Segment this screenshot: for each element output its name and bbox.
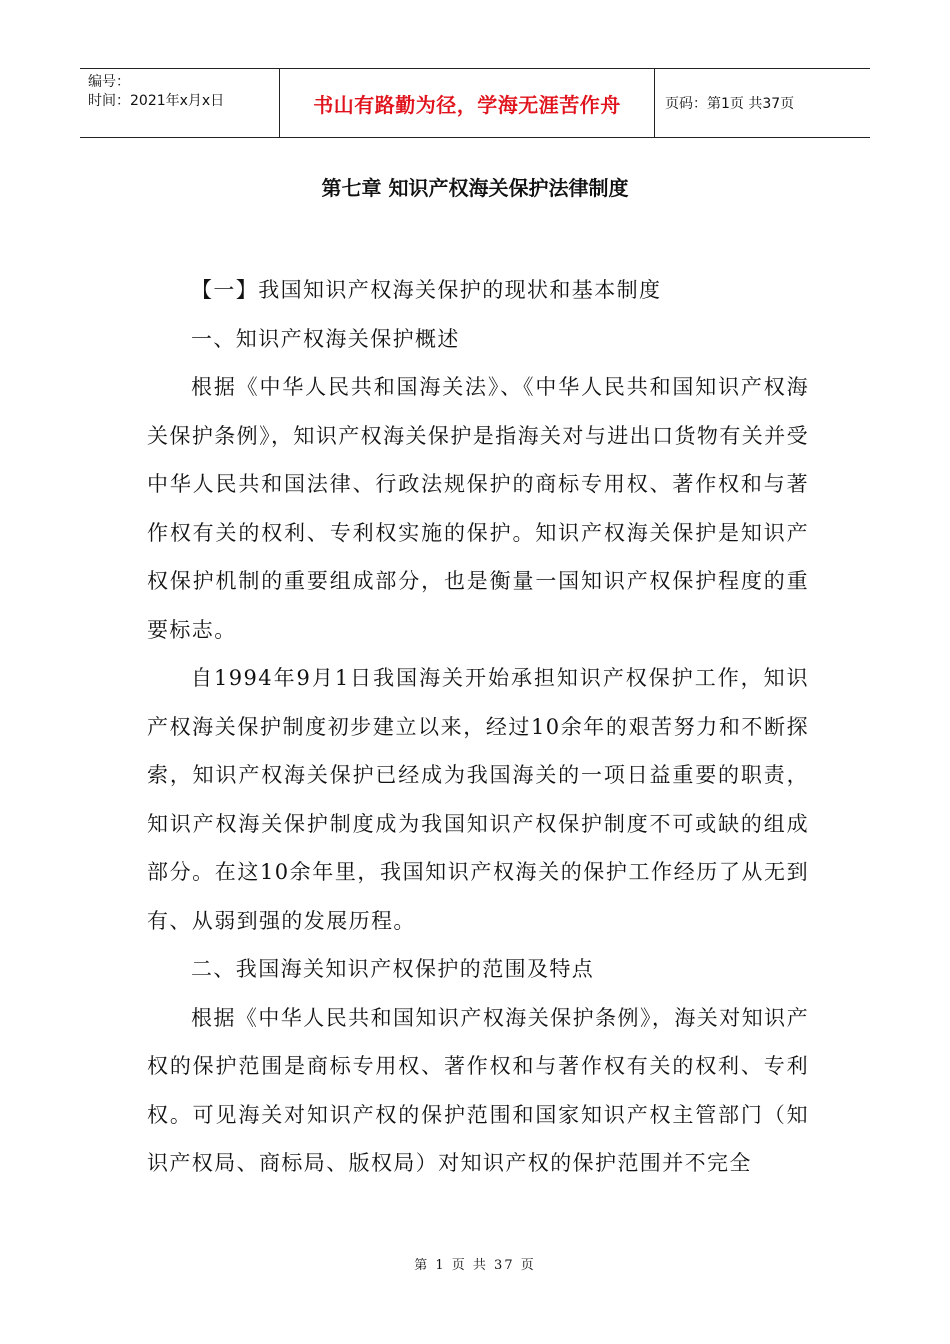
number-label: 编号： xyxy=(88,74,130,90)
paragraph: 根据《中华人民共和国知识产权海关保护条例》，海关对知识产权的保护范围是商标专用权、著作权和与著作权有关的权利、专利权。可见海关对知识产权的保护范围和国家知识产权主管部门（知识产权局、商标局、版权局）对知识产权的保护范围并不完全 xyxy=(147,1005,809,1175)
page-title: 第七章 知识产权海关保护法律制度 xyxy=(321,176,629,200)
date-label: 时间：2021年x月x日 xyxy=(88,93,225,109)
header-meta xyxy=(80,69,280,137)
document-body xyxy=(147,266,809,1188)
motto: 书山有路勤为径，学海无涯苦作舟 xyxy=(280,69,655,137)
paragraph: 自1994年9月1日我国海关开始承担知识产权保护工作，知识产权海关保护制度初步建立以来，经过10余年的艰苦努力和不断探索，知识产权海关保护已经成为我国海关的一项日益重要的职责，知识产权海关保护制度成为我国知识产权保护制度不可或缺的组成部分。在这10余年里，我国知识产权海关的保护工作经历了从无到有、从弱到强的发展历程。 xyxy=(147,666,809,933)
subsection-heading: 一、知识产权海关保护概述 xyxy=(191,326,460,351)
paragraph: 根据《中华人民共和国海关法》、《中华人民共和国知识产权海关保护条例》，知识产权海关保护是指海关对与进出口货物有关并受中华人民共和国法律、行政法规保护的商标专用权、著作权和与著作权有关的权利、专利权实施的保护。知识产权海关保护是知识产权保护机制的重要组成部分，也是衡量一国知识产权保护程度的重要标志。 xyxy=(147,375,809,642)
subsection-heading: 二、我国海关知识产权保护的范围及特点 xyxy=(191,957,595,981)
section-heading: 【一】我国知识产权海关保护的现状和基本制度 xyxy=(191,278,662,302)
header-table xyxy=(80,68,870,138)
page-footer: 第 1 页 共 37 页 xyxy=(414,1258,536,1273)
page-info: 页码：第1页 共37页 xyxy=(665,96,795,112)
